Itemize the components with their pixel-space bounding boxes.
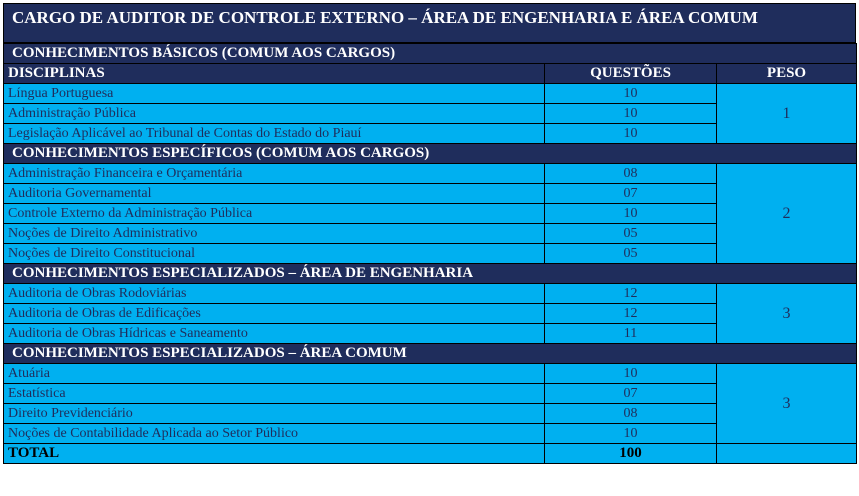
- disciplina-cell: Estatística: [4, 384, 545, 404]
- disciplina-cell: Legislação Aplicável ao Tribunal de Contas do Estado do Piauí: [4, 124, 545, 144]
- disciplina-cell: Auditoria de Obras Rodoviárias: [4, 284, 545, 304]
- table-row: [4, 364, 857, 384]
- questoes-cell: 10: [545, 124, 717, 144]
- questoes-cell: 10: [545, 204, 717, 224]
- section-title: CONHECIMENTOS ESPECIALIZADOS – ÁREA COMUM: [4, 344, 857, 364]
- questoes-cell: 10: [545, 104, 717, 124]
- disciplina-cell: Atuária: [4, 364, 545, 384]
- questoes-cell: 05: [545, 244, 717, 264]
- section-title: CONHECIMENTOS ESPECÍFICOS (COMUM AOS CARGOS): [4, 144, 857, 164]
- disciplina-cell: Auditoria Governamental: [4, 184, 545, 204]
- questoes-cell: 08: [545, 164, 717, 184]
- questoes-cell: 08: [545, 404, 717, 424]
- disciplina-cell: Língua Portuguesa: [4, 84, 545, 104]
- total-label: TOTAL: [4, 444, 545, 464]
- section-header-row: [4, 44, 857, 64]
- questoes-cell: 07: [545, 184, 717, 204]
- disciplina-cell: Auditoria de Obras Hídricas e Saneamento: [4, 324, 545, 344]
- header-disciplinas: DISCIPLINAS: [4, 64, 545, 84]
- questoes-cell: 07: [545, 384, 717, 404]
- peso-cell: 3: [717, 364, 857, 444]
- questoes-cell: 12: [545, 304, 717, 324]
- table-row: [4, 84, 857, 104]
- total-value: 100: [545, 444, 717, 464]
- peso-cell: 3: [717, 284, 857, 344]
- exam-table: [3, 43, 857, 464]
- table-title: CARGO DE AUDITOR DE CONTROLE EXTERNO – ÁREA DE ENGENHARIA E ÁREA COMUM: [3, 3, 856, 43]
- total-blank-cell: [717, 444, 857, 464]
- section-title: CONHECIMENTOS ESPECIALIZADOS – ÁREA DE ENGENHARIA: [4, 264, 857, 284]
- disciplina-cell: Noções de Direito Administrativo: [4, 224, 545, 244]
- header-peso: PESO: [717, 64, 857, 84]
- disciplina-cell: Noções de Direito Constitucional: [4, 244, 545, 264]
- disciplina-cell: Controle Externo da Administração Pública: [4, 204, 545, 224]
- questoes-cell: 12: [545, 284, 717, 304]
- section-header-row: [4, 144, 857, 164]
- questoes-cell: 11: [545, 324, 717, 344]
- disciplina-cell: Direito Previdenciário: [4, 404, 545, 424]
- exam-table-container: [3, 3, 856, 464]
- section-header-row: [4, 344, 857, 364]
- questoes-cell: 05: [545, 224, 717, 244]
- header-questoes: QUESTÕES: [545, 64, 717, 84]
- section-title: CONHECIMENTOS BÁSICOS (COMUM AOS CARGOS): [4, 44, 857, 64]
- disciplina-cell: Administração Pública: [4, 104, 545, 124]
- questoes-cell: 10: [545, 84, 717, 104]
- peso-cell: 1: [717, 84, 857, 144]
- table-row: [4, 284, 857, 304]
- column-header-row: [4, 64, 857, 84]
- questoes-cell: 10: [545, 364, 717, 384]
- total-row: [4, 444, 857, 464]
- peso-cell: 2: [717, 164, 857, 264]
- disciplina-cell: Administração Financeira e Orçamentária: [4, 164, 545, 184]
- table-row: [4, 164, 857, 184]
- questoes-cell: 10: [545, 424, 717, 444]
- disciplina-cell: Noções de Contabilidade Aplicada ao Setor Público: [4, 424, 545, 444]
- disciplina-cell: Auditoria de Obras de Edificações: [4, 304, 545, 324]
- section-header-row: [4, 264, 857, 284]
